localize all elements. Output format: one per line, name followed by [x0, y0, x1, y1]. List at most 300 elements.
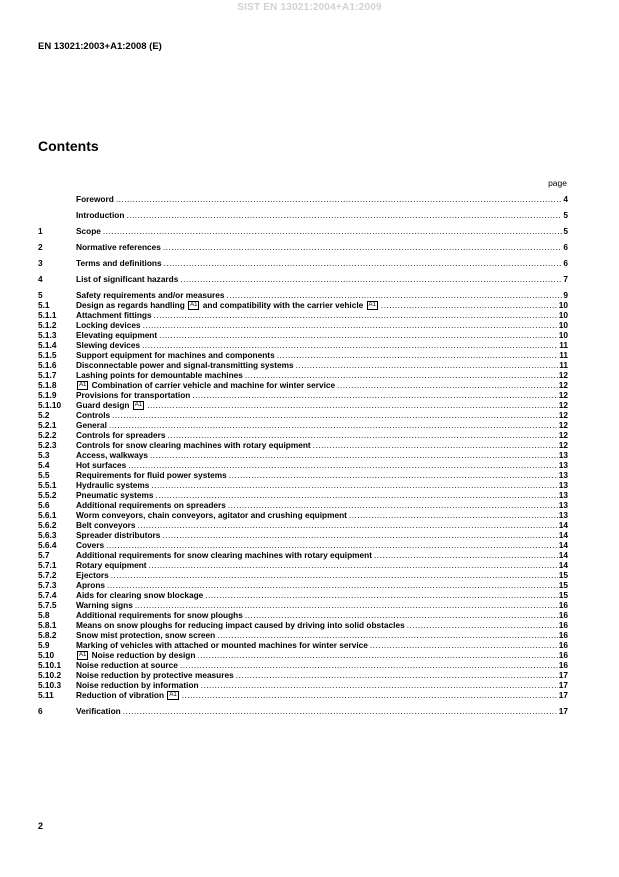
toc-entry-page: 16	[558, 650, 568, 660]
toc-entry-text: Combination of carrier vehicle and machine for winter service	[91, 380, 336, 390]
toc-entry-page: 9	[563, 290, 568, 300]
toc-entry-title	[76, 620, 407, 630]
toc-entry-number: 5.4	[38, 460, 50, 470]
leader-dots	[180, 660, 558, 670]
toc-entry[interactable]	[38, 510, 568, 520]
toc-entry-number: 5.8	[38, 610, 50, 620]
leader-dots	[154, 310, 558, 320]
toc-entry-title	[76, 470, 229, 480]
toc-entry[interactable]	[38, 330, 568, 340]
toc-entry-number: 5.6.1	[38, 510, 57, 520]
leader-dots	[167, 430, 557, 440]
toc-entry[interactable]	[38, 194, 568, 204]
leader-dots	[182, 690, 558, 700]
toc-entry-number: 5.10.1	[38, 660, 62, 670]
toc-entry-number: 5.6.4	[38, 540, 57, 550]
toc-entry-page: 11	[559, 350, 568, 360]
toc-entry[interactable]	[38, 620, 568, 630]
toc-entry-page: 11	[559, 360, 568, 370]
toc-entry-text: Noise reduction by information	[76, 680, 199, 690]
toc-entry-number: 4	[38, 274, 43, 284]
toc-entry-text: Worm conveyors, chain conveyors, agitator and crushing equipment	[76, 510, 347, 520]
leader-dots	[103, 226, 562, 236]
toc-entry-number: 5.7.1	[38, 560, 57, 570]
toc-entry-title	[76, 610, 245, 620]
amendment-marker-icon: A1	[134, 402, 143, 409]
toc-entry-page: 14	[558, 520, 568, 530]
toc-entry-page: 12	[558, 420, 568, 430]
toc-entry-number: 5.6.3	[38, 530, 57, 540]
toc-entry-text: Introduction	[76, 210, 125, 220]
toc-entry-number: 5.1.8	[38, 380, 57, 390]
leader-dots	[226, 290, 562, 300]
toc-entry[interactable]	[38, 420, 568, 430]
leader-dots	[116, 194, 563, 204]
toc-entry-page: 12	[558, 370, 568, 380]
toc-entry-text: and compatibility with the carrier vehicle	[202, 300, 364, 310]
toc-entry-page: 15	[558, 580, 568, 590]
toc-entry[interactable]	[38, 480, 568, 490]
page-column-label: page	[548, 178, 567, 188]
toc-entry[interactable]	[38, 210, 568, 220]
toc-entry-number: 5.1.4	[38, 340, 57, 350]
toc-entry-title	[76, 310, 154, 320]
toc-entry-number: 5.2.3	[38, 440, 57, 450]
toc-entry-page: 5	[563, 210, 568, 220]
toc-entry-page: 12	[558, 400, 568, 410]
toc-entry-page: 12	[558, 440, 568, 450]
amendment-marker-icon: A1	[190, 302, 198, 309]
toc-entry-text: Design as regards handling	[76, 300, 185, 310]
toc-entry-number: 5	[38, 290, 43, 300]
leader-dots	[112, 410, 558, 420]
toc-entry-page: 16	[558, 640, 568, 650]
toc-entry-title	[76, 390, 192, 400]
toc-entry-page: 13	[558, 510, 568, 520]
toc-entry-number: 5.7.4	[38, 590, 57, 600]
toc-entry-title	[76, 600, 135, 610]
toc-entry[interactable]	[38, 530, 568, 540]
toc-entry-text: Warning signs	[76, 600, 133, 610]
leader-dots	[245, 610, 558, 620]
leader-dots	[142, 340, 558, 350]
toc-entry[interactable]	[38, 226, 568, 236]
toc-entry-title	[76, 400, 147, 410]
toc-entry-text: Support equipment for machines and components	[76, 350, 275, 360]
leader-dots	[111, 570, 558, 580]
toc-entry-text: Normative references	[76, 242, 161, 252]
toc-entry-page: 10	[558, 310, 568, 320]
toc-entry-page: 14	[558, 540, 568, 550]
toc-entry-title	[76, 640, 370, 650]
toc-entry-number: 5.10.3	[38, 680, 62, 690]
toc-entry-page: 16	[558, 620, 568, 630]
toc-entry-title	[76, 380, 337, 390]
toc-entry-text: Aids for clearing snow blockage	[76, 590, 204, 600]
toc-entry-page: 16	[558, 600, 568, 610]
toc-entry-title	[76, 480, 151, 490]
leader-dots	[155, 490, 557, 500]
leader-dots	[236, 670, 558, 680]
toc-entry-text: Slewing devices	[76, 340, 141, 350]
toc-entry[interactable]	[38, 570, 568, 580]
toc-entry-number	[38, 194, 76, 204]
toc-entry-title	[76, 226, 103, 236]
toc-entry-text: Reduction of vibration	[76, 690, 165, 700]
toc-entry-text: Snow mist protection, snow screen	[76, 630, 216, 640]
toc-entry-title	[76, 410, 112, 420]
toc-entry[interactable]	[38, 630, 568, 640]
toc-entry[interactable]	[38, 460, 568, 470]
toc-entry-title	[76, 650, 197, 660]
amendment-marker-icon: A1	[169, 692, 177, 699]
toc-entry-page: 13	[558, 490, 568, 500]
toc-entry-number: 5.1	[38, 300, 50, 310]
toc-entry-number: 5.5.2	[38, 490, 57, 500]
toc-entry-number: 5.2	[38, 410, 50, 420]
toc-entry[interactable]	[38, 660, 568, 670]
toc-entry-number: 5.7.3	[38, 580, 57, 590]
toc-entry-text: Provisions for transportation	[76, 390, 191, 400]
toc-entry-number: 5.1.3	[38, 330, 57, 340]
toc-entry-title	[76, 670, 236, 680]
toc-entry-page: 13	[558, 460, 568, 470]
toc-entry[interactable]	[38, 450, 568, 460]
toc-entry-title	[76, 350, 277, 360]
watermark: SIST EN 13021:2004+A1:2009	[237, 2, 382, 13]
toc-entry-text: Additional requirements for snow clearing machines with rotary equipment	[76, 550, 372, 560]
toc-entry-title	[76, 340, 142, 350]
toc-entry-number: 5.7	[38, 550, 50, 560]
amendment-marker-icon: A1	[368, 302, 376, 309]
page-number: 2	[38, 821, 44, 831]
toc-entry[interactable]	[38, 430, 568, 440]
leader-dots	[150, 450, 558, 460]
leader-dots	[143, 320, 558, 330]
toc-entry-title	[76, 360, 296, 370]
toc-entry-page: 16	[558, 660, 568, 670]
leader-dots	[123, 706, 558, 716]
toc-entry[interactable]	[38, 560, 568, 570]
leader-dots	[245, 370, 558, 380]
leader-dots	[192, 390, 557, 400]
toc-entry-text: Foreword	[76, 194, 114, 204]
leader-dots	[337, 380, 558, 390]
leader-dots	[147, 400, 558, 410]
toc-entry[interactable]	[38, 610, 568, 620]
toc-entry-title	[76, 550, 374, 560]
toc-entry[interactable]	[38, 500, 568, 510]
toc-entry-number: 5.10	[38, 650, 55, 660]
toc-entry-text: List of significant hazards	[76, 274, 179, 284]
toc-entry-page: 12	[558, 380, 568, 390]
toc-entry-number: 5.7.5	[38, 600, 57, 610]
toc-entry-page: 6	[563, 258, 568, 268]
toc-entry-page: 14	[558, 560, 568, 570]
toc-entry-number: 5.8.1	[38, 620, 57, 630]
toc-entry-page: 13	[558, 480, 568, 490]
toc-entry-number: 5.5.1	[38, 480, 57, 490]
document-header: EN 13021:2003+A1:2008 (E)	[38, 41, 162, 52]
leader-dots	[128, 460, 558, 470]
toc-entry-text: Lashing points for demountable machines	[76, 370, 243, 380]
toc-entry-text: Requirements for fluid power systems	[76, 470, 227, 480]
toc-entry-title	[76, 490, 155, 500]
toc-entry-text: Rotary equipment	[76, 560, 147, 570]
toc-entry-title	[76, 540, 106, 550]
toc-entry[interactable]	[38, 258, 568, 268]
toc-entry-title	[76, 274, 180, 284]
toc-entry[interactable]	[38, 440, 568, 450]
toc-entry-title	[76, 450, 150, 460]
toc-entry[interactable]	[38, 520, 568, 530]
toc-entry-text: Terms and definitions	[76, 258, 162, 268]
toc-entry[interactable]	[38, 360, 568, 370]
table-of-contents	[38, 194, 568, 716]
leader-dots	[107, 580, 558, 590]
toc-entry-text: Pneumatic systems	[76, 490, 154, 500]
toc-entry-page: 17	[558, 680, 568, 690]
toc-entry[interactable]	[38, 300, 568, 310]
leader-dots	[374, 550, 558, 560]
toc-entry[interactable]	[38, 274, 568, 284]
leader-dots	[164, 258, 563, 268]
leader-dots	[296, 360, 559, 370]
toc-entry-title	[76, 706, 123, 716]
toc-entry[interactable]	[38, 490, 568, 500]
toc-entry-text: Additional requirements for snow ploughs	[76, 610, 243, 620]
toc-entry-text: Scope	[76, 226, 101, 236]
leader-dots	[381, 300, 558, 310]
toc-entry-title	[76, 630, 217, 640]
toc-entry-number: 5.9	[38, 640, 50, 650]
toc-entry-title	[76, 300, 381, 310]
toc-entry-page: 10	[558, 320, 568, 330]
toc-entry-title	[76, 660, 180, 670]
toc-entry-page: 5	[563, 226, 568, 236]
toc-entry-title	[76, 430, 167, 440]
leader-dots	[277, 350, 559, 360]
toc-entry-title	[76, 194, 116, 204]
toc-entry-text: Verification	[76, 706, 121, 716]
toc-entry-number: 5.11	[38, 690, 54, 700]
toc-entry[interactable]	[38, 340, 568, 350]
toc-entry-number: 5.6.2	[38, 520, 57, 530]
toc-entry-text: General	[76, 420, 107, 430]
toc-entry[interactable]	[38, 410, 568, 420]
leader-dots	[135, 600, 558, 610]
toc-entry-number: 5.7.2	[38, 570, 57, 580]
leader-dots	[151, 480, 557, 490]
toc-entry-title	[76, 510, 349, 520]
toc-entry-text: Aprons	[76, 580, 106, 590]
toc-entry[interactable]	[38, 380, 568, 390]
toc-entry-number: 5.2.1	[38, 420, 57, 430]
leader-dots	[180, 274, 562, 284]
toc-entry-text: Hot surfaces	[76, 460, 127, 470]
toc-entry-title	[76, 210, 126, 220]
toc-entry-text: Noise reduction at source	[76, 660, 178, 670]
toc-entry-number	[38, 210, 76, 220]
leader-dots	[197, 650, 557, 660]
toc-entry-text: Safety requirements and/or measures	[76, 290, 225, 300]
toc-entry-title	[76, 690, 182, 700]
toc-entry-title	[76, 530, 162, 540]
toc-entry-text: Noise reduction by design	[91, 650, 196, 660]
toc-entry-number: 6	[38, 706, 43, 716]
leader-dots	[205, 590, 558, 600]
toc-entry-title	[76, 680, 201, 690]
toc-entry[interactable]	[38, 350, 568, 360]
toc-entry[interactable]	[38, 242, 568, 252]
toc-entry-text: Covers	[76, 540, 105, 550]
toc-entry[interactable]	[38, 640, 568, 650]
toc-entry-text: Ejectors	[76, 570, 109, 580]
toc-entry-page: 14	[558, 530, 568, 540]
toc-entry-text: Noise reduction by protective measures	[76, 670, 234, 680]
toc-entry-page: 13	[558, 450, 568, 460]
toc-entry-title	[76, 370, 245, 380]
toc-entry-text: Locking devices	[76, 320, 141, 330]
toc-entry-number: 5.8.2	[38, 630, 57, 640]
toc-entry-number: 2	[38, 242, 43, 252]
toc-entry-title	[76, 258, 164, 268]
toc-entry-text: Additional requirements on spreaders	[76, 500, 226, 510]
toc-entry[interactable]	[38, 310, 568, 320]
toc-entry-title	[76, 570, 111, 580]
toc-entry-page: 15	[558, 570, 568, 580]
toc-entry[interactable]	[38, 670, 568, 680]
toc-entry-title	[76, 330, 159, 340]
toc-entry-title	[76, 420, 109, 430]
toc-entry-number: 5.1.10	[38, 400, 62, 410]
toc-entry[interactable]	[38, 580, 568, 590]
toc-entry-page: 4	[563, 194, 568, 204]
toc-entry-page: 13	[558, 500, 568, 510]
toc-entry-text: Means on snow ploughs for reducing impact caused by driving into solid obstacles	[76, 620, 405, 630]
toc-entry[interactable]	[38, 600, 568, 610]
toc-entry-page: 14	[558, 550, 568, 560]
toc-entry-title	[76, 320, 143, 330]
toc-entry[interactable]	[38, 550, 568, 560]
leader-dots	[229, 470, 558, 480]
toc-entry-number: 5.1.9	[38, 390, 57, 400]
leader-dots	[349, 510, 558, 520]
toc-entry-number: 5.10.2	[38, 670, 62, 680]
toc-entry-text: Marking of vehicles with attached or mounted machines for winter service	[76, 640, 368, 650]
toc-entry[interactable]	[38, 370, 568, 380]
toc-entry-text: Disconnectable power and signal-transmitting systems	[76, 360, 294, 370]
toc-entry-title	[76, 520, 137, 530]
toc-entry-title	[76, 440, 313, 450]
toc-entry-number: 5.1.2	[38, 320, 57, 330]
leader-dots	[313, 440, 558, 450]
toc-entry-page: 13	[558, 470, 568, 480]
toc-entry-number: 5.5	[38, 470, 50, 480]
toc-entry-text: Controls for spreaders	[76, 430, 166, 440]
leader-dots	[159, 330, 558, 340]
toc-entry-title	[76, 242, 163, 252]
toc-entry-text: Controls for snow clearing machines with rotary equipment	[76, 440, 311, 450]
toc-entry-page: 12	[558, 410, 568, 420]
toc-entry-text: Elevating equipment	[76, 330, 158, 340]
toc-entry[interactable]	[38, 540, 568, 550]
toc-entry-page: 10	[558, 300, 568, 310]
toc-entry-page: 12	[558, 390, 568, 400]
leader-dots	[228, 500, 558, 510]
leader-dots	[109, 420, 558, 430]
toc-entry-text: Hydraulic systems	[76, 480, 150, 490]
toc-entry-page: 15	[558, 590, 568, 600]
toc-entry-page: 12	[558, 430, 568, 440]
toc-entry-number: 5.1.6	[38, 360, 57, 370]
toc-entry-number: 3	[38, 258, 43, 268]
toc-entry[interactable]	[38, 706, 568, 716]
toc-entry-title	[76, 580, 107, 590]
toc-entry[interactable]	[38, 400, 568, 410]
toc-entry-page: 11	[559, 340, 568, 350]
contents-heading: Contents	[38, 138, 99, 154]
toc-entry-number: 5.6	[38, 500, 50, 510]
leader-dots	[137, 520, 557, 530]
leader-dots	[149, 560, 558, 570]
toc-entry[interactable]	[38, 290, 568, 300]
leader-dots	[217, 630, 558, 640]
toc-entry-page: 16	[558, 630, 568, 640]
toc-entry-number: 5.3	[38, 450, 50, 460]
toc-entry-page: 6	[563, 242, 568, 252]
toc-entry-number: 5.1.7	[38, 370, 57, 380]
toc-entry-number: 1	[38, 226, 43, 236]
toc-entry-text: Guard design	[76, 400, 130, 410]
amendment-marker-icon: A1	[79, 382, 87, 389]
toc-entry-page: 17	[558, 670, 568, 680]
toc-entry-number: 5.2.2	[38, 430, 57, 440]
leader-dots	[126, 210, 562, 220]
toc-entry[interactable]	[38, 320, 568, 330]
toc-entry-page: 17	[558, 706, 568, 716]
toc-entry-title	[76, 590, 205, 600]
amendment-marker-icon: A1	[79, 652, 87, 659]
toc-entry[interactable]	[38, 690, 568, 700]
toc-entry-text: Belt conveyors	[76, 520, 136, 530]
toc-entry[interactable]	[38, 680, 568, 690]
leader-dots	[407, 620, 558, 630]
toc-entry[interactable]	[38, 590, 568, 600]
toc-entry-page: 16	[558, 610, 568, 620]
toc-entry-title	[76, 500, 228, 510]
toc-entry[interactable]	[38, 470, 568, 480]
toc-entry-title	[76, 560, 149, 570]
toc-entry-text: Access, walkways	[76, 450, 148, 460]
leader-dots	[163, 242, 563, 252]
toc-entry-text: Controls	[76, 410, 111, 420]
toc-entry-title	[76, 460, 128, 470]
toc-entry-number: 5.1.5	[38, 350, 57, 360]
toc-entry-text: Spreader distributors	[76, 530, 161, 540]
toc-entry[interactable]	[38, 650, 568, 660]
toc-entry[interactable]	[38, 390, 568, 400]
leader-dots	[201, 680, 558, 690]
leader-dots	[370, 640, 558, 650]
toc-entry-page: 10	[558, 330, 568, 340]
toc-entry-title	[76, 290, 226, 300]
toc-entry-page: 17	[558, 690, 568, 700]
toc-entry-page: 7	[563, 274, 568, 284]
toc-entry-number: 5.1.1	[38, 310, 57, 320]
leader-dots	[106, 540, 558, 550]
leader-dots	[162, 530, 557, 540]
